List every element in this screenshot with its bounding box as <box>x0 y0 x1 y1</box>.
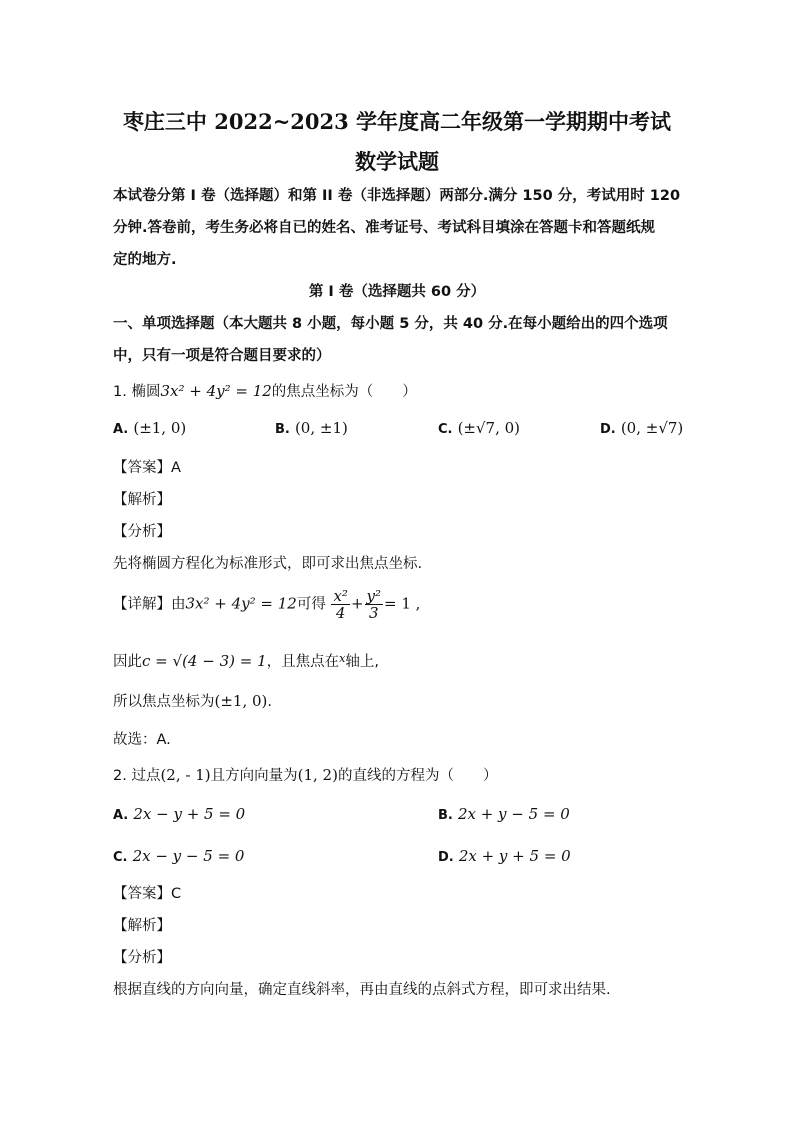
point: (2, - 1) <box>160 766 211 784</box>
q2-option-a <box>113 804 245 823</box>
detail-text: 由 <box>171 596 186 613</box>
focus-coordinates: (±1, 0) <box>214 692 268 710</box>
option-label: A. <box>113 422 129 437</box>
fraction-x: $\frac{\text{x²}}{4}$ <box>333 587 348 622</box>
option-value: (±√7, 0) <box>457 419 521 437</box>
page-subtitle: 数学试题 <box>355 149 439 174</box>
q1-detail-line-3 <box>113 690 272 711</box>
question-1-stem <box>113 380 417 401</box>
option-label: C. <box>438 422 453 437</box>
option-label: C. <box>113 850 128 865</box>
fraction-y: $\frac{\text{y²}}{3}$ <box>366 587 382 622</box>
option-label: B. <box>275 422 290 437</box>
option-label: D. <box>600 422 616 437</box>
stem-text: 的焦点坐标为（ ） <box>271 384 417 400</box>
intro-line-2: 分钟.答卷前，考生务必将自已的姓名、准考证号、考试科目填涂在答题卡和答题纸规 <box>113 220 656 236</box>
option-label: A. <box>113 808 129 823</box>
q1-fenxi-text: 先将椭圆方程化为标准形式，即可求出焦点坐标. <box>113 556 423 572</box>
detail-tag: 【详解】 <box>113 596 171 613</box>
q1-detail-line-1: 【详解】由3x² + 4y² = 12可得 $\frac{\text{x²}}{4}$ + $\frac{\text{y²}}{3}$ = 1 , <box>113 587 421 622</box>
q2-option-b <box>438 804 570 823</box>
option-label: D. <box>438 850 454 865</box>
q1-option-b <box>275 418 348 437</box>
section-heading: 第 I 卷（选择题共 60 分） <box>308 284 486 300</box>
question-number: 1. <box>113 384 127 400</box>
q2-analysis-tag: 【解析】 <box>113 918 171 934</box>
detail-text: ，且焦点在 <box>266 654 340 670</box>
focal-distance: c = √(4 − 3) = 1 <box>142 652 267 670</box>
option-value: 2x + y + 5 = 0 <box>458 847 571 865</box>
detail-text: 可得 <box>296 596 326 613</box>
intro-line-1: 本试卷分第 I 卷（选择题）和第 II 卷（非选择题）两部分.满分 150 分，考试用时 120 <box>113 188 681 204</box>
q1-detail-line-2 <box>113 650 379 671</box>
ellipse-equation: 3x² + 4y² = 12 <box>160 382 272 400</box>
q2-option-d <box>438 846 571 865</box>
detail-rhs: = 1 , <box>384 594 421 613</box>
q1-choose: 故选：A. <box>113 732 171 748</box>
q1-option-a <box>113 418 186 437</box>
q2-fenxi-tag: 【分析】 <box>113 950 171 966</box>
option-label: B. <box>438 808 453 823</box>
q2-answer: 【答案】C <box>113 886 182 902</box>
detail-equation: 3x² + 4y² = 12 <box>185 594 297 613</box>
question-number: 2. <box>113 768 127 784</box>
q2-fenxi-text: 根据直线的方向向量，确定直线斜率，再由直线的点斜式方程，即可求出结果. <box>113 982 611 998</box>
option-value: 2x − y + 5 = 0 <box>133 805 246 823</box>
q1-option-c <box>438 418 520 437</box>
option-value: (0, ±√7) <box>620 419 684 437</box>
detail-text: 轴上, <box>345 654 379 670</box>
part-instruction-line-1: 一、单项选择题（本大题共 8 小题，每小题 5 分，共 40 分.在每小题给出的四个选项 <box>113 316 668 332</box>
stem-text: 过点 <box>131 768 161 784</box>
detail-text: . <box>267 694 273 710</box>
intro-line-3: 定的地方. <box>113 252 177 268</box>
q1-option-d <box>600 418 683 437</box>
question-2-stem <box>113 764 497 785</box>
part-instruction-line-2: 中，只有一项是符合题目要求的） <box>113 348 331 364</box>
stem-text: 且方向向量为 <box>210 768 298 784</box>
option-value: (±1, 0) <box>133 419 187 437</box>
q1-fenxi-tag: 【分析】 <box>113 524 171 540</box>
stem-text: 椭圆 <box>131 384 161 400</box>
q1-analysis-tag: 【解析】 <box>113 492 171 508</box>
option-value: 2x − y − 5 = 0 <box>132 847 245 865</box>
page-title: 枣庄三中 2022~2023 学年度高二年级第一学期期中考试 <box>122 109 672 134</box>
detail-text: 所以焦点坐标为 <box>113 694 215 710</box>
detail-text: 因此 <box>113 654 142 670</box>
option-value: (0, ±1) <box>294 419 348 437</box>
axis-variable: x <box>339 652 346 665</box>
q2-option-c <box>113 846 244 865</box>
direction-vector: (1, 2) <box>297 766 338 784</box>
stem-text: 的直线的方程为（ ） <box>337 768 498 784</box>
option-value: 2x + y − 5 = 0 <box>457 805 570 823</box>
q1-answer: 【答案】A <box>113 460 181 476</box>
